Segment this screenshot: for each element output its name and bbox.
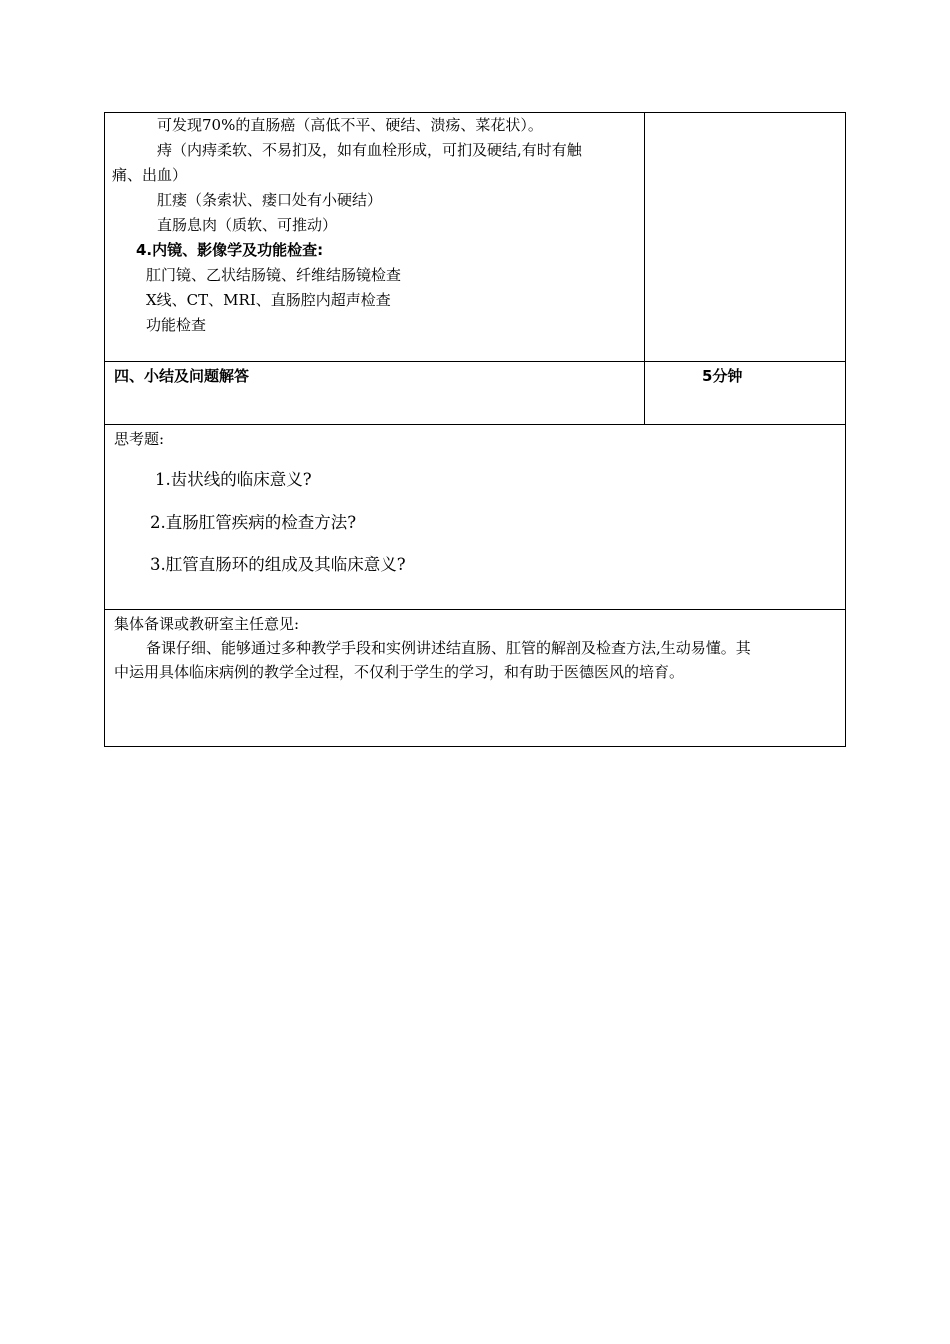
question-item-1: 1.齿状线的临床意义? (155, 470, 312, 489)
comment-line-2: 中运用具体临床病例的教学全过程，不仅利于学生的学习，和有助于医德医风的培育。 (114, 663, 685, 681)
table-border-left (104, 112, 105, 747)
table-border-top (104, 112, 846, 113)
row-divider-1 (104, 361, 846, 362)
exam-line-rectal-polyp: 直肠息肉（质软、可推动） (157, 216, 338, 234)
question-item-3: 3.肛管直肠环的组成及其临床意义? (150, 555, 406, 574)
row-divider-3 (104, 609, 846, 610)
summary-title: 四、小结及问题解答 (114, 367, 250, 385)
table-border-right (845, 112, 846, 747)
exam-item-endoscopy: 肛门镜、乙状结肠镜、纤维结肠镜检查 (146, 266, 402, 284)
exam-line-anal-fistula: 肛瘘（条索状、瘘口处有小硬结） (157, 191, 383, 209)
table-border-bottom (104, 746, 846, 747)
question-item-2: 2.直肠肛管疾病的检查方法? (150, 513, 357, 532)
column-divider (644, 112, 645, 424)
questions-label: 思考题: (114, 430, 165, 448)
exam-item-imaging: X线、CT、MRI、直肠腔内超声检查 (146, 291, 391, 309)
comment-label: 集体备课或教研室主任意见: (114, 615, 300, 633)
comment-line-1: 备课仔细、能够通过多种教学手段和实例讲述结直肠、肛管的解剖及检查方法,生动易懂。其 (146, 639, 751, 657)
row-divider-2 (104, 424, 846, 425)
exam-item-function: 功能检查 (146, 316, 207, 334)
section-heading-endoscopy: 4.内镜、影像学及功能检查: (136, 241, 324, 259)
summary-time: 5分钟 (702, 367, 743, 385)
exam-line-rectal-cancer: 可发现70%的直肠癌（高低不平、硬结、溃疡、菜花状）。 (157, 116, 543, 134)
exam-line-hemorrhoid: 痔（内痔柔软、不易扪及，如有血栓形成，可扪及硬结,有时有触 (157, 141, 582, 159)
exam-line-hemorrhoid-cont: 痛、出血） (112, 166, 188, 184)
